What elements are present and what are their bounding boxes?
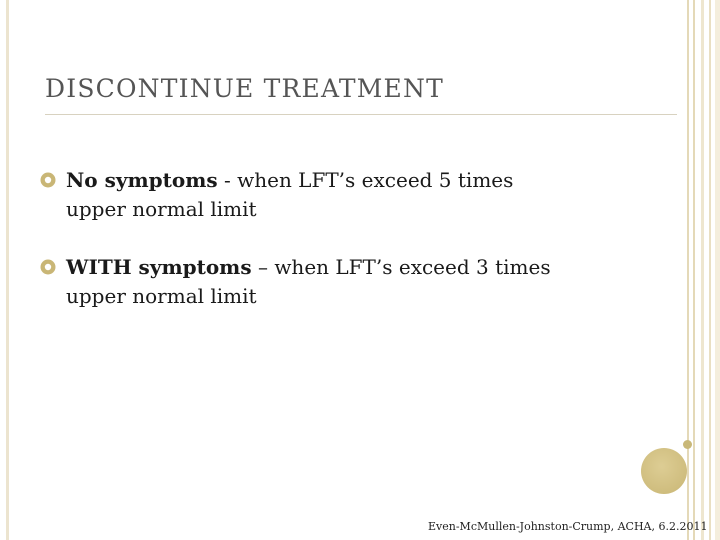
bullet-text-line1: when LFT’s exceed 5 times: [237, 168, 514, 192]
slide-title: DISCONTINUE TREATMENT: [45, 74, 444, 103]
bullet-text-line2: upper normal limit: [66, 197, 257, 221]
rail-line: [693, 0, 695, 540]
bullet-separator: -: [217, 168, 238, 192]
bullet-item: [40, 253, 660, 311]
gold-sun-bullet-icon: [40, 172, 56, 188]
decorative-large-circle: [641, 448, 687, 494]
decorative-small-circle: [683, 440, 692, 449]
right-decorative-rails: [687, 0, 720, 540]
gold-sun-bullet-icon: [40, 259, 56, 275]
rail-line: [709, 0, 711, 540]
rail-line: [715, 0, 720, 540]
title-underline: [45, 114, 677, 115]
rail-line: [701, 0, 704, 540]
left-decorative-rule: [6, 0, 9, 540]
bullet-list: [40, 166, 660, 311]
bullet-text-line1: when LFT’s exceed 3 times: [274, 255, 551, 279]
bullet-text-line2: upper normal limit: [66, 284, 257, 308]
bullet-separator: –: [251, 255, 275, 279]
bullet-label: WITH symptoms: [66, 255, 252, 279]
slide-footer: Even-McMullen-Johnston-Crump, ACHA, 6.2.2011: [428, 520, 708, 533]
rail-line: [687, 0, 689, 540]
bullet-item: [40, 166, 660, 224]
bullet-label: No symptoms: [66, 168, 218, 192]
